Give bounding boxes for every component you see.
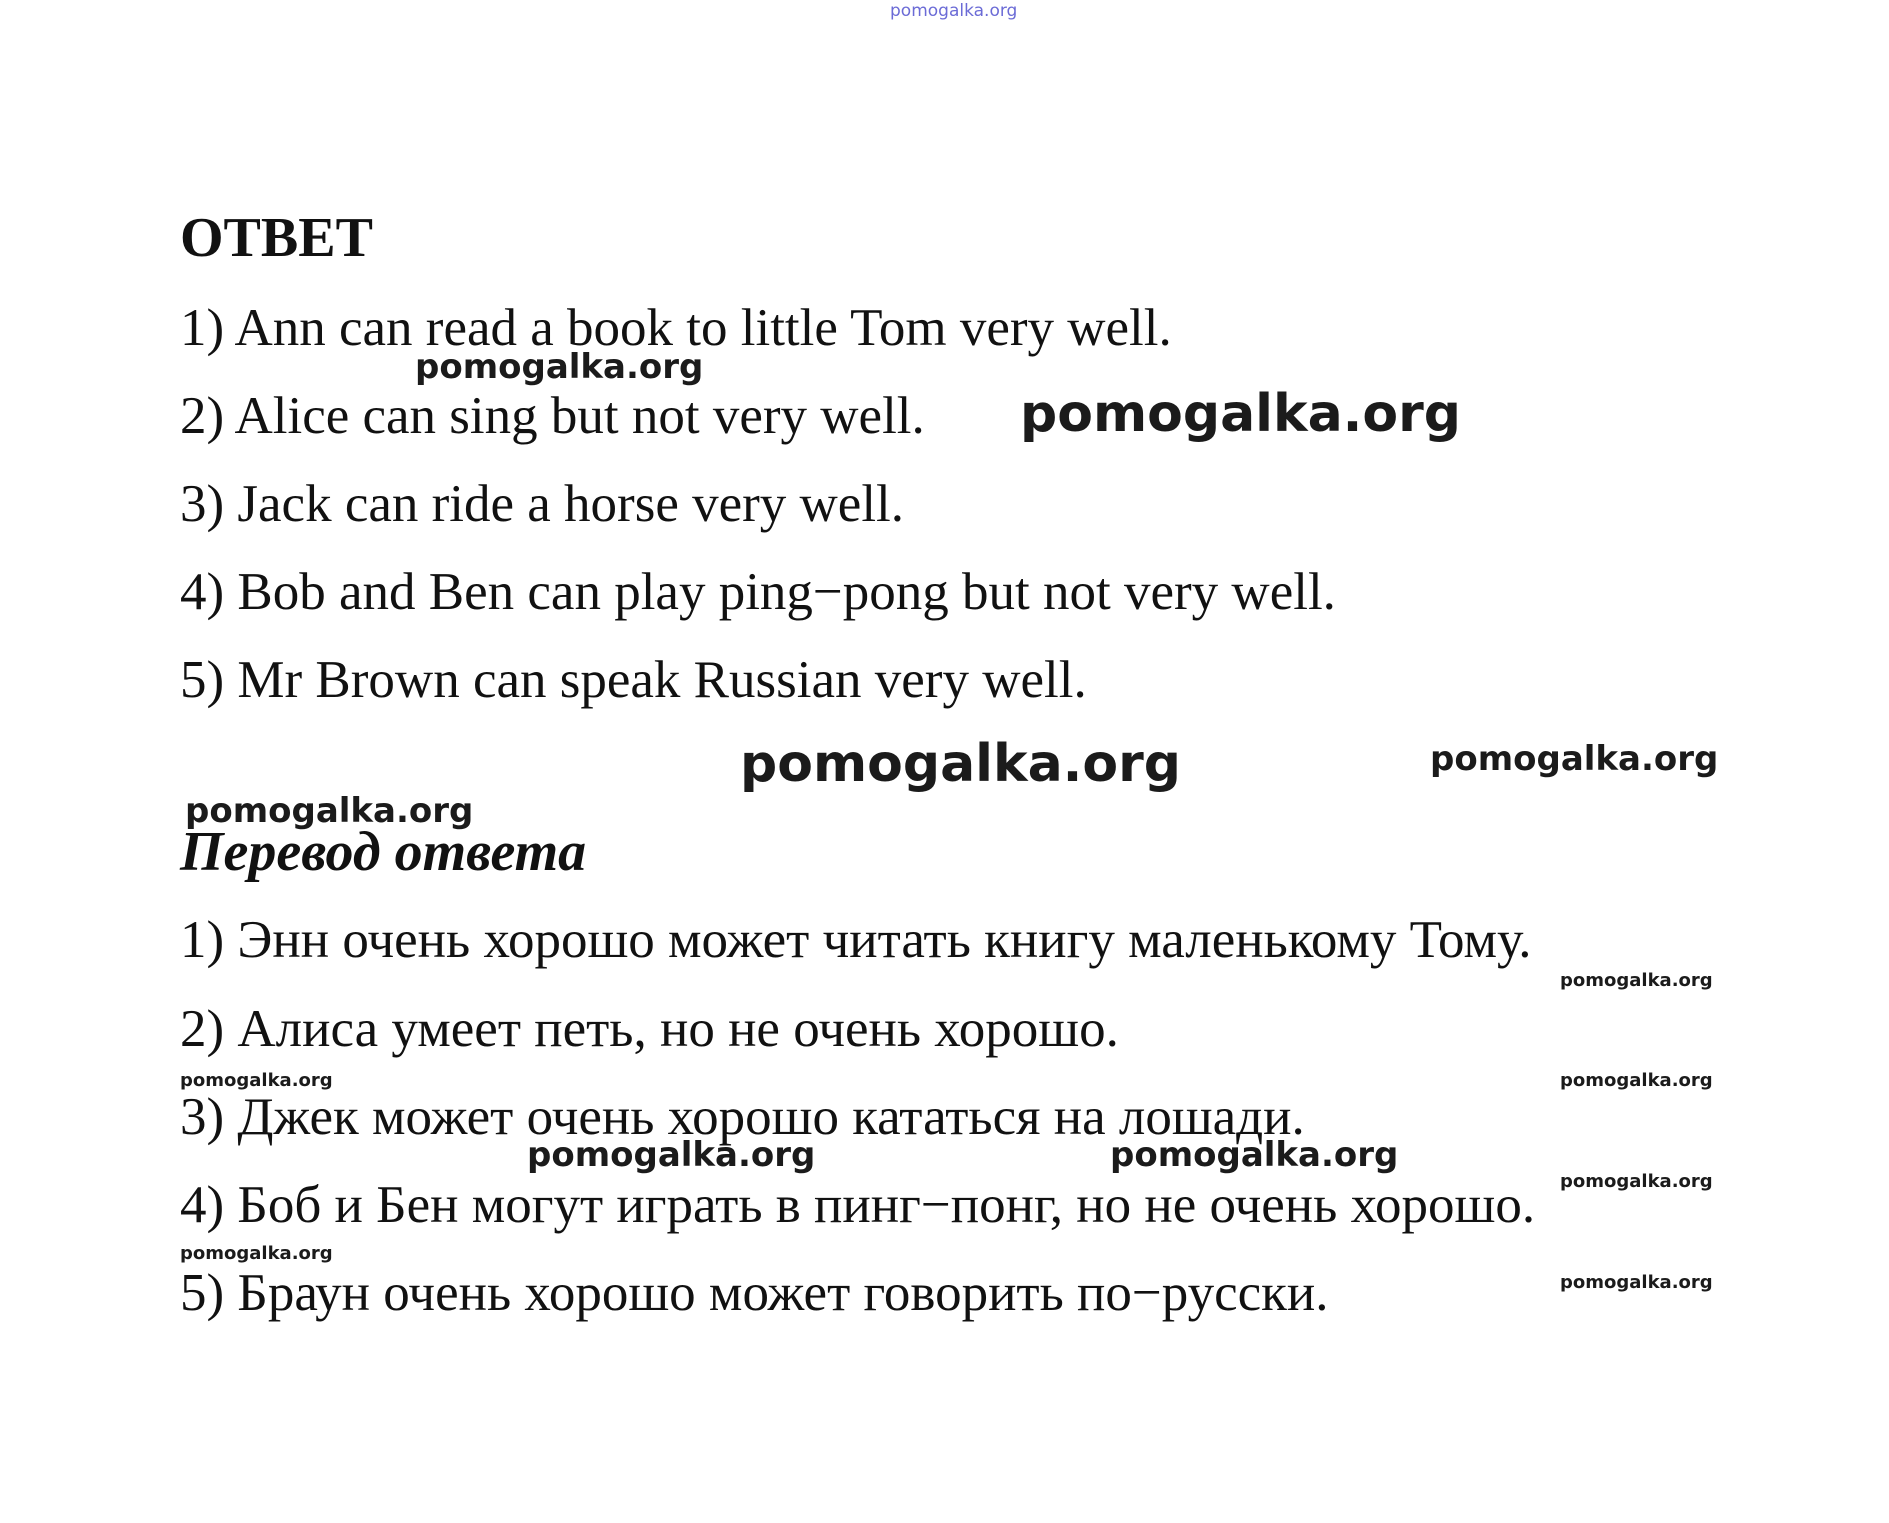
watermark: pomogalka.org: [740, 734, 1182, 794]
watermark: pomogalka.org: [185, 791, 474, 831]
watermark: pomogalka.org: [1560, 1272, 1713, 1293]
watermark: pomogalka.org: [1020, 384, 1462, 444]
answer-title: ОТВЕТ: [180, 207, 373, 269]
watermark: pomogalka.org: [1560, 1070, 1713, 1091]
watermark: pomogalka.org: [527, 1135, 816, 1175]
answer-line-2: 2) Alice can sing but not very well.: [180, 387, 925, 445]
watermark: pomogalka.org: [1430, 739, 1719, 779]
answer-line-5: 5) Mr Brown can speak Russian very well.: [180, 651, 1087, 709]
translation-title: Перевод ответа: [180, 821, 587, 883]
watermark: pomogalka.org: [180, 1070, 333, 1091]
translation-line-2: 2) Алиса умеет петь, но не очень хорошо.: [180, 1000, 1119, 1058]
watermark: pomogalka.org: [415, 347, 704, 387]
answer-line-3: 3) Jack can ride a horse very well.: [180, 475, 905, 533]
watermark: pomogalka.org: [180, 1243, 333, 1264]
answer-line-1: 1) Ann can read a book to little Tom very well.: [180, 299, 1172, 357]
answer-line-4: 4) Bob and Ben can play ping−pong but not very well.: [180, 563, 1336, 621]
watermark: pomogalka.org: [1110, 1135, 1399, 1175]
translation-line-1: 1) Энн очень хорошо может читать книгу маленькому Тому.: [180, 911, 1532, 969]
translation-line-4: 4) Боб и Бен могут играть в пинг−понг, но не очень хорошо.: [180, 1176, 1536, 1234]
watermark: pomogalka.org: [1560, 970, 1713, 991]
watermark: pomogalka.org: [1560, 1171, 1713, 1192]
translation-line-5: 5) Браун очень хорошо может говорить по−русски.: [180, 1264, 1329, 1322]
header-watermark: pomogalka.org: [890, 1, 1018, 21]
translation-line-3: 3) Джек может очень хорошо кататься на лошади.: [180, 1088, 1305, 1146]
